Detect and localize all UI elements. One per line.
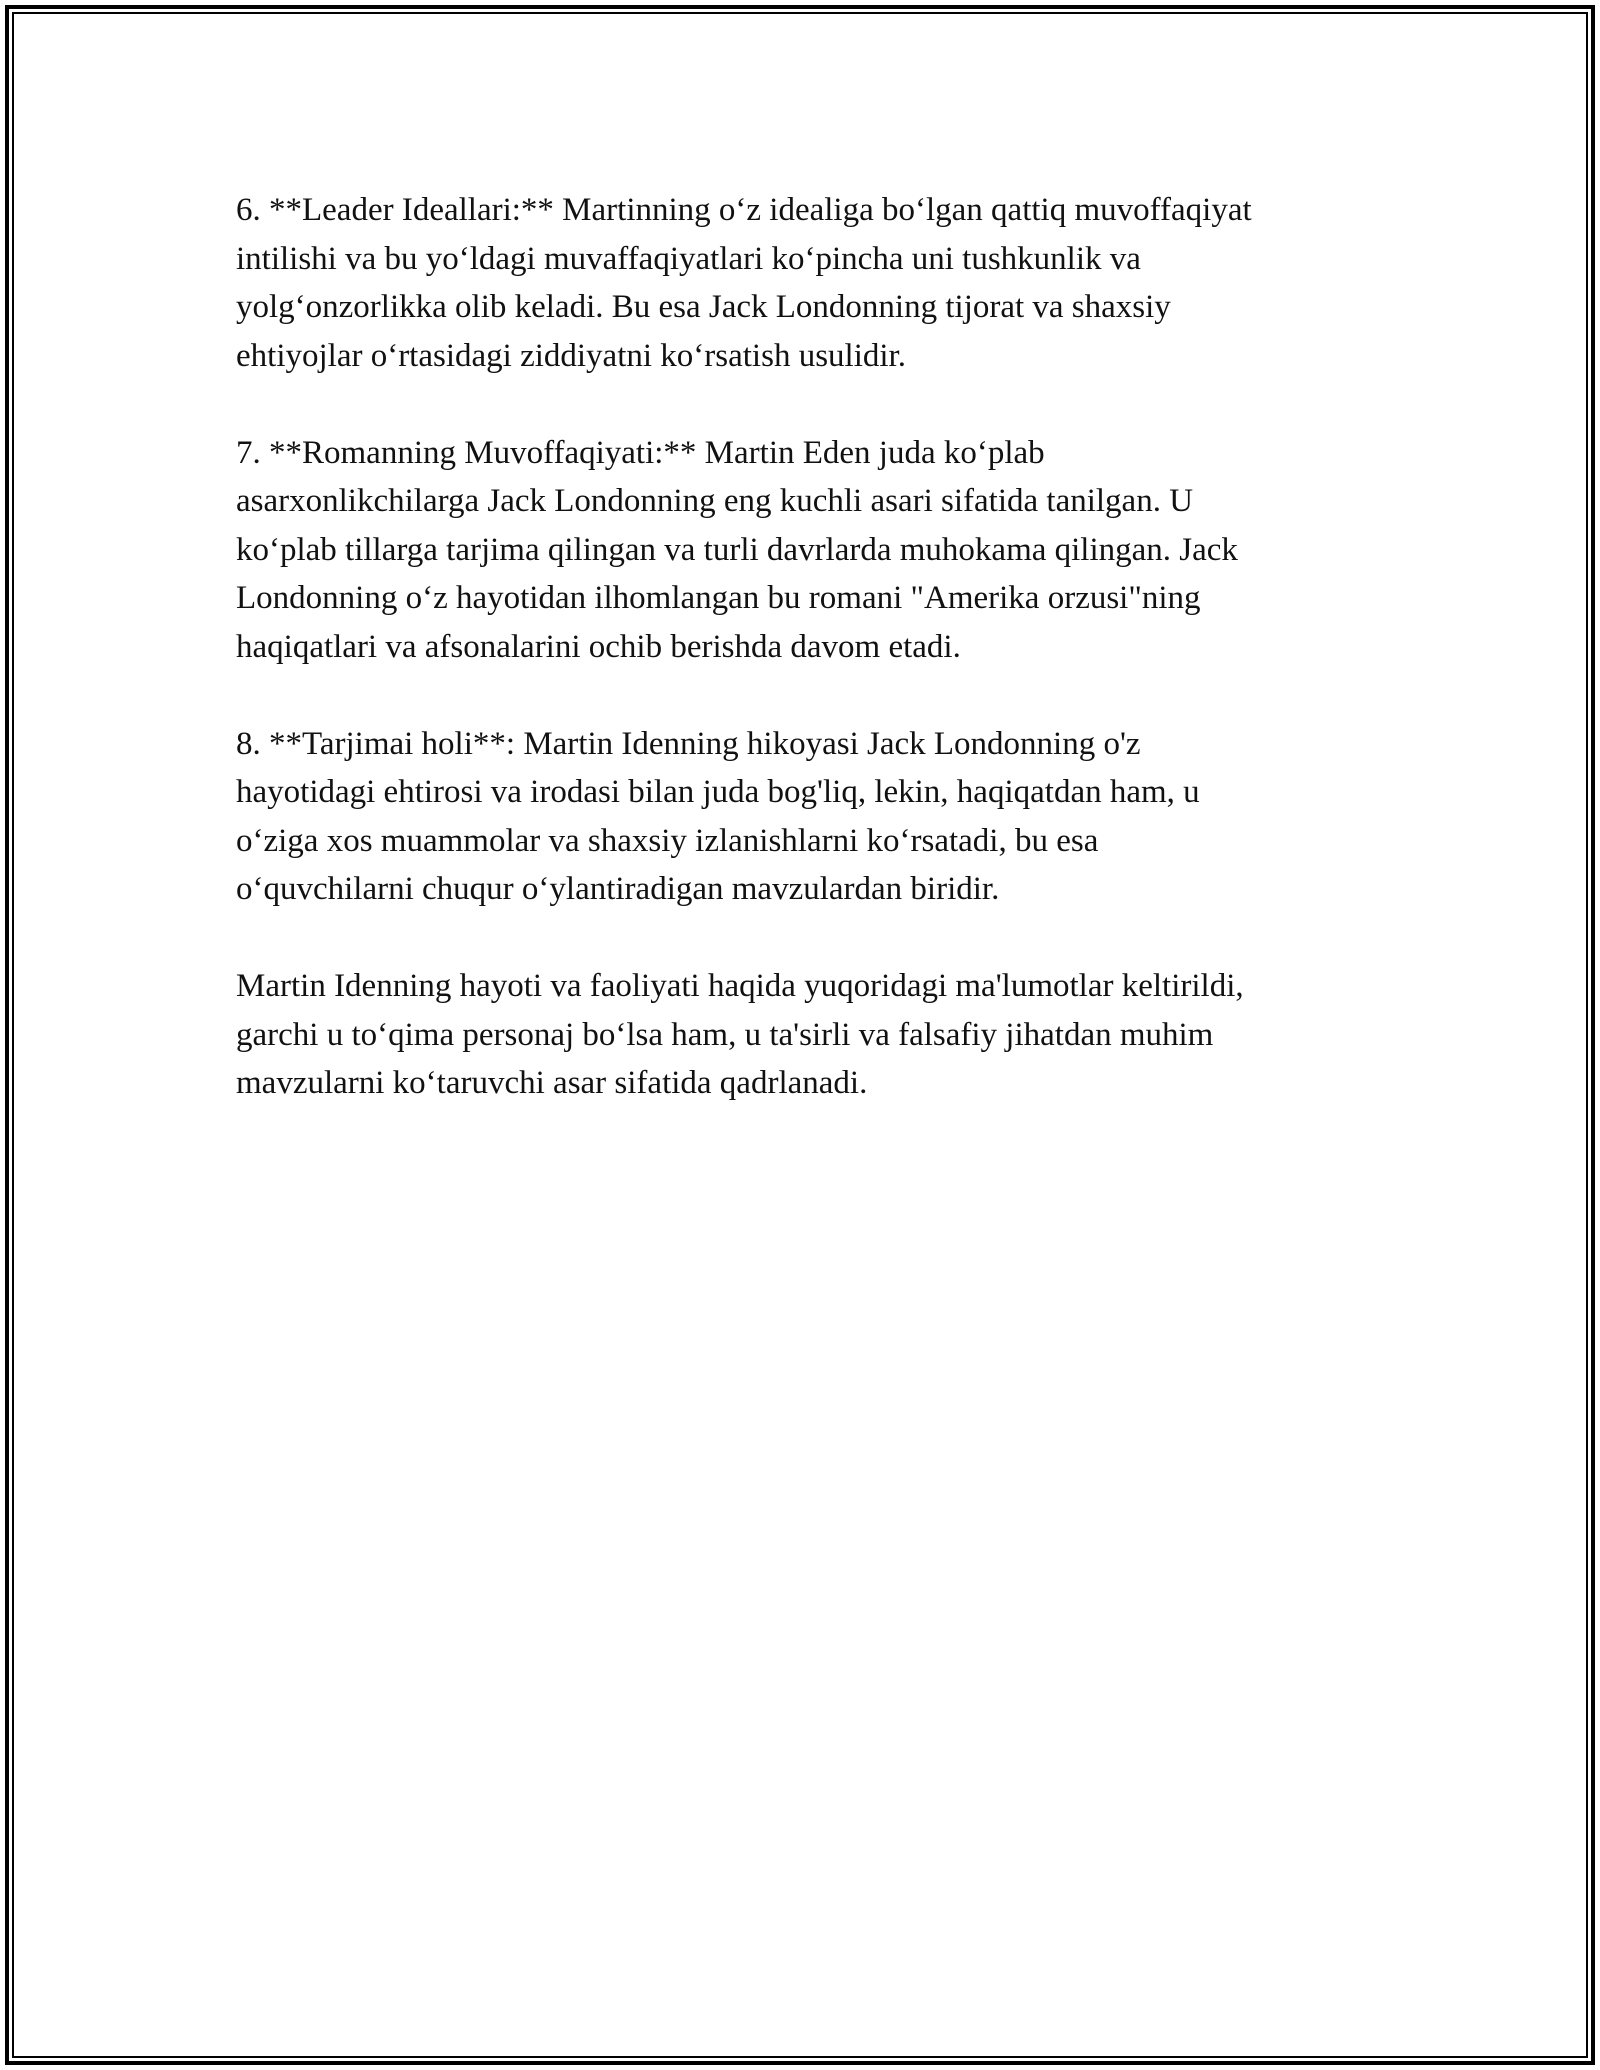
paragraph-conclusion: Martin Idenning hayoti va faoliyati haqida yuqoridagi ma'lumotlar keltirildi, garchi u to‘qima personaj bo‘lsa ham, u ta'sirli va falsafiy jihatdan muhim mavzularni ko‘taruvchi asar sifatida qadrlanadi. — [236, 968, 1244, 1101]
paragraph-romanning-muvoffaqiyati: 7. **Romanning Muvoffaqiyati:** Martin Eden juda ko‘plab asarxonlikchilarga Jack Londonning eng kuchli asari sifatida tanilgan. U ko‘plab tillarga tarjima qilingan va turli davrlarda muhokama qilingan. Jack Londonning o‘z hayotidan ilhomlangan bu romani "Amerika orzusi"ning haqiqatlari va afsonalarini ochib berishda davom etadi. — [236, 434, 1238, 665]
document-body — [236, 186, 1376, 1108]
paragraph-tarjimai-holi: 8. **Tarjimai holi**: Martin Idenning hikoyasi Jack Londonning o'z hayotidagi ehtirosi va irodasi bilan juda bog'liq, lekin, haqiqatdan ham, u o‘ziga xos muammolar va shaxsiy izlanishlarni ko‘rsatadi, bu esa o‘quvchilarni chuqur o‘ylantiradigan mavzulardan biridir. — [236, 725, 1200, 907]
paragraph-leader-ideallari: 6. **Leader Ideallari:** Martinning o‘z idealiga bo‘lgan qattiq muvoffaqiyat intilishi va bu yo‘ldagi muvaffaqiyatlari ko‘pincha uni tushkunlik va yolg‘onzorlikka olib keladi. Bu esa Jack Londonning tijorat va shaxsiy ehtiyojlar o‘rtasidagi ziddiyatni ko‘rsatish usulidir. — [236, 192, 1252, 374]
